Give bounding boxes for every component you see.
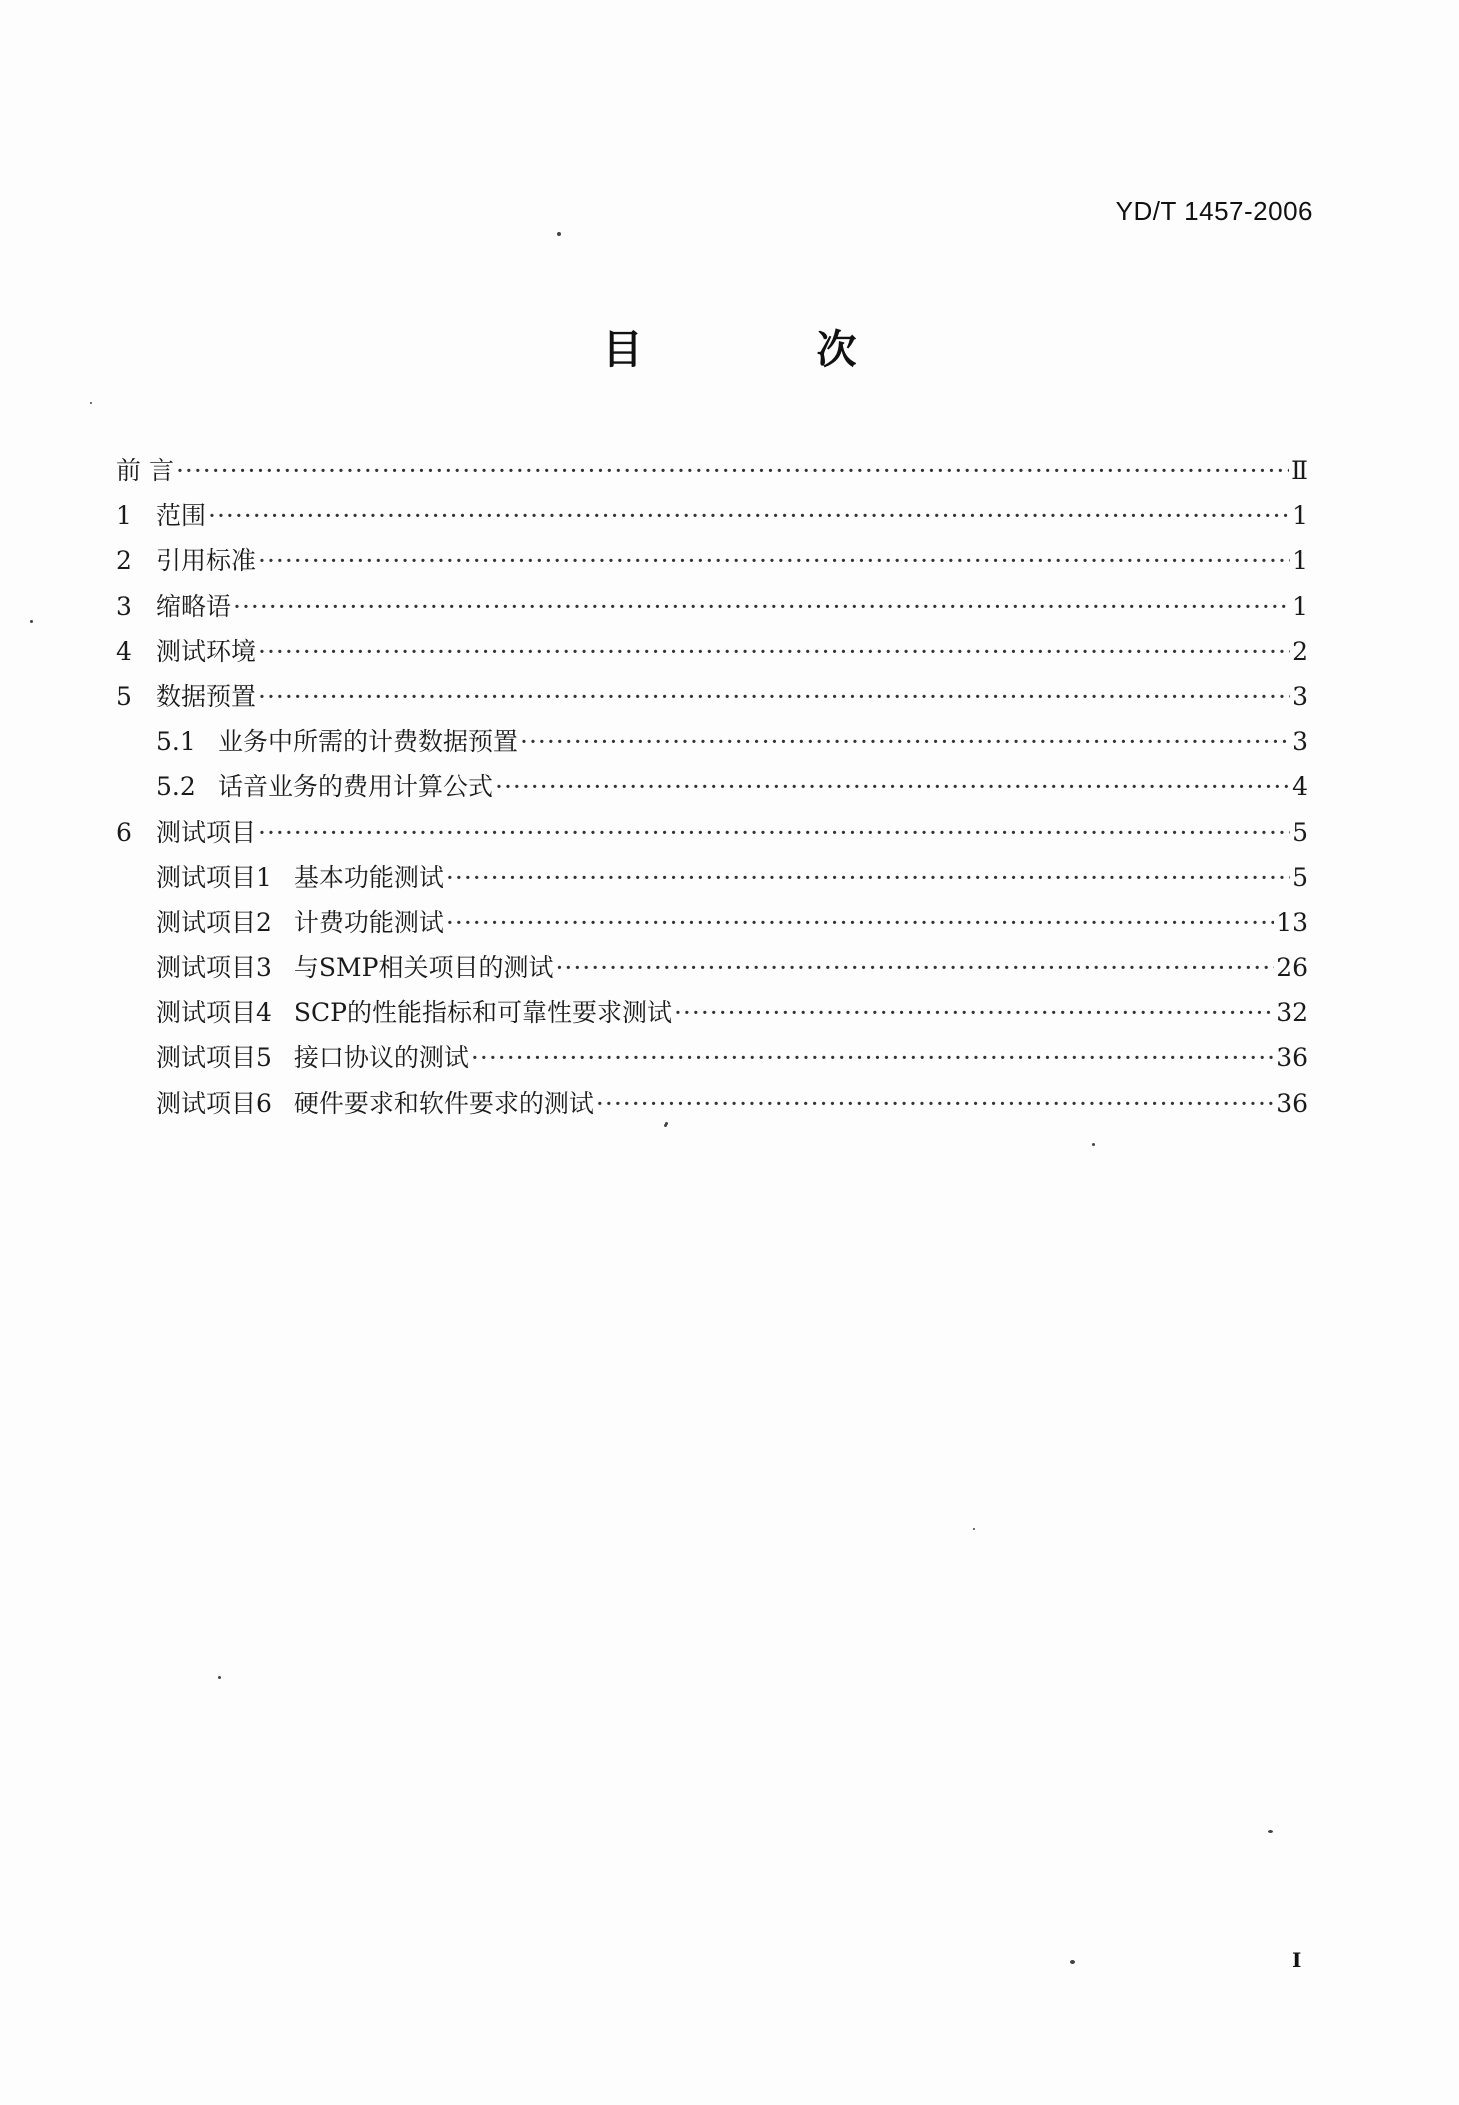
toc-entry-title: SCP的性能指标和可靠性要求测试 <box>293 998 672 1028</box>
toc-section-number: 3 <box>116 591 132 621</box>
toc-page-number: 1 <box>1292 591 1308 621</box>
toc-item-label: 测试项目4 <box>156 998 272 1028</box>
toc-entry-5-2[interactable] <box>116 764 1308 809</box>
toc-entry-title: 业务中所需的计费数据预置 <box>218 727 519 757</box>
table-of-contents <box>116 448 1308 1126</box>
toc-entry-test-item-6[interactable] <box>116 1081 1308 1126</box>
toc-entry-title: 测试环境 <box>156 636 257 666</box>
scan-speck <box>973 1528 975 1530</box>
toc-entry-preface[interactable] <box>116 448 1308 493</box>
standard-code: YD/T 1457-2006 <box>1115 196 1313 226</box>
toc-leader-dots <box>233 584 1290 629</box>
toc-entry-test-item-4[interactable] <box>116 990 1308 1035</box>
toc-page-number: 3 <box>1292 727 1308 757</box>
toc-entry-test-item-1[interactable] <box>116 855 1308 900</box>
toc-leader-dots <box>446 855 1290 900</box>
toc-section-number: 5 <box>116 681 132 711</box>
toc-entry-test-item-2[interactable] <box>116 900 1308 945</box>
toc-entry-title: 与SMP相关项目的测试 <box>293 953 554 983</box>
toc-leader-dots <box>471 1035 1274 1080</box>
toc-item-label: 测试项目6 <box>156 1088 272 1118</box>
toc-leader-dots <box>596 1081 1274 1126</box>
toc-section-number: 2 <box>116 546 132 576</box>
toc-entry-title: 测试项目 <box>156 817 257 847</box>
toc-entry-test-item-5[interactable] <box>116 1035 1308 1080</box>
toc-page-number: 1 <box>1292 501 1308 531</box>
toc-leader-dots <box>258 538 1290 583</box>
toc-entry-5[interactable] <box>116 674 1308 719</box>
toc-leader-dots <box>208 493 1290 538</box>
toc-page-number: 26 <box>1276 953 1308 983</box>
scan-speck <box>665 1122 668 1125</box>
toc-page-number: 5 <box>1292 862 1308 892</box>
toc-entry-5-1[interactable] <box>116 719 1308 764</box>
scan-speck <box>1070 1960 1075 1964</box>
toc-leader-dots <box>446 900 1274 945</box>
toc-section-number: 4 <box>116 636 132 666</box>
toc-leader-dots <box>520 719 1290 764</box>
toc-leader-dots <box>555 945 1274 990</box>
toc-page-number: Ⅱ <box>1291 456 1308 485</box>
scan-speck <box>1268 1830 1273 1833</box>
toc-section-number: 6 <box>116 817 132 847</box>
scan-speck <box>30 620 33 623</box>
toc-leader-dots <box>495 764 1290 809</box>
toc-entry-4[interactable] <box>116 629 1308 674</box>
toc-entry-1[interactable] <box>116 493 1308 538</box>
toc-leader-dots <box>258 810 1290 855</box>
toc-entry-title: 数据预置 <box>156 681 257 711</box>
toc-entry-title: 接口协议的测试 <box>293 1043 469 1073</box>
toc-item-label: 测试项目2 <box>156 907 272 937</box>
scan-speck <box>90 402 92 404</box>
toc-page-number: 5 <box>1292 817 1308 847</box>
toc-entry-title: 基本功能测试 <box>293 862 444 892</box>
toc-page-number: 32 <box>1276 998 1308 1028</box>
scan-speck <box>1092 1143 1095 1146</box>
toc-section-number: 5.1 <box>156 727 196 757</box>
toc-item-label: 测试项目1 <box>156 862 272 892</box>
toc-page-number: 36 <box>1276 1088 1308 1118</box>
toc-entry-title: 话音业务的费用计算公式 <box>218 772 494 802</box>
toc-entry-6[interactable] <box>116 810 1308 855</box>
toc-page-number: 1 <box>1292 546 1308 576</box>
toc-entry-2[interactable] <box>116 538 1308 583</box>
page-folio: I <box>1292 1948 1302 1972</box>
toc-entry-3[interactable] <box>116 584 1308 629</box>
toc-entry-title: 计费功能测试 <box>293 907 444 937</box>
toc-leader-dots <box>674 990 1274 1035</box>
toc-leader-dots <box>258 674 1290 719</box>
page-title: 目 次 <box>602 327 937 373</box>
scan-speck <box>218 1676 221 1679</box>
toc-leader-dots <box>176 448 1289 493</box>
toc-page-number: 2 <box>1292 636 1308 666</box>
toc-entry-test-item-3[interactable] <box>116 945 1308 990</box>
toc-page-number: 13 <box>1276 907 1308 937</box>
scan-speck <box>557 232 561 236</box>
toc-page-number: 4 <box>1292 772 1308 802</box>
toc-entry-title: 硬件要求和软件要求的测试 <box>293 1088 594 1118</box>
toc-item-label: 测试项目3 <box>156 953 272 983</box>
toc-entry-title: 引用标准 <box>156 546 257 576</box>
toc-page-number: 36 <box>1276 1043 1308 1073</box>
toc-entry-title: 范围 <box>156 501 207 531</box>
toc-entry-title: 缩略语 <box>156 591 232 621</box>
toc-item-label: 测试项目5 <box>156 1043 272 1073</box>
toc-section-number: 1 <box>116 501 132 531</box>
toc-section-number: 5.2 <box>156 772 196 802</box>
toc-entry-title: 前 言 <box>116 456 174 485</box>
toc-leader-dots <box>258 629 1290 674</box>
toc-page-number: 3 <box>1292 681 1308 711</box>
